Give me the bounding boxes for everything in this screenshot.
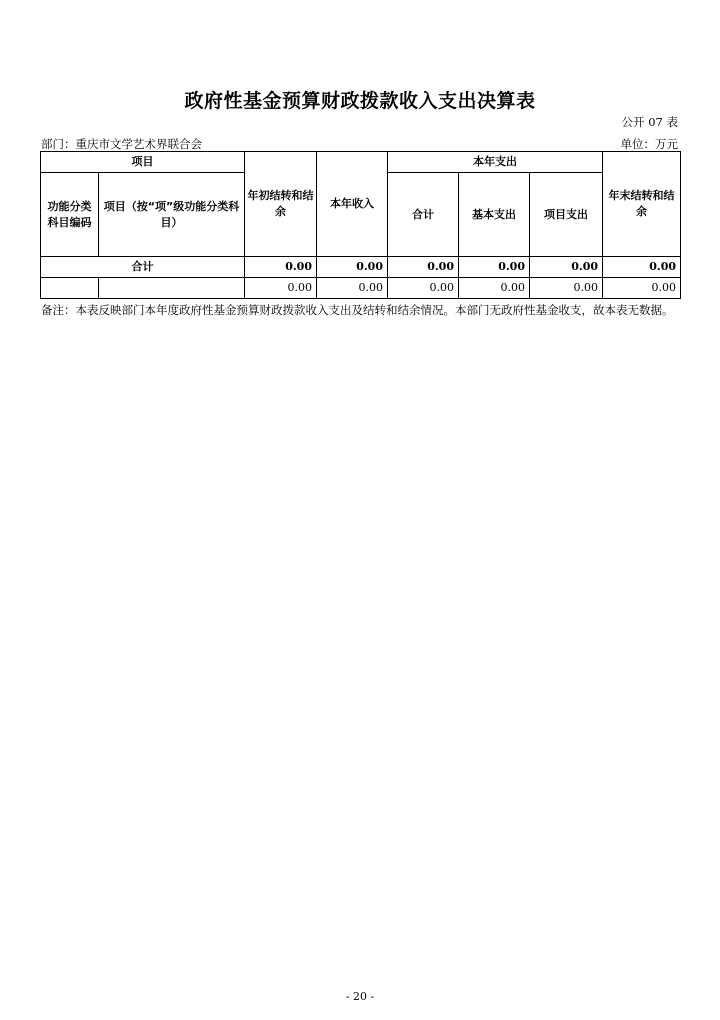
row-cell: 0.00 [459, 278, 530, 299]
total-cell: 0.00 [388, 257, 459, 278]
header-total: 合计 [388, 173, 459, 257]
row-cell: 0.00 [530, 278, 603, 299]
header-begin-balance: 年初结转和结余 [245, 152, 317, 257]
header-item: 项目 [41, 152, 245, 173]
total-cell: 0.00 [245, 257, 317, 278]
header-end-balance: 年末结转和结余 [603, 152, 681, 257]
row-cell: 0.00 [245, 278, 317, 299]
table-row [41, 278, 681, 299]
unit-label: 单位：万元 [620, 137, 678, 151]
row-code [41, 278, 99, 299]
row-cell: 0.00 [388, 278, 459, 299]
page-title: 政府性基金预算财政拨款收入支出决算表 [184, 90, 536, 112]
header-basic: 基本支出 [459, 173, 530, 257]
total-cell: 0.00 [603, 257, 681, 278]
row-cell: 0.00 [603, 278, 681, 299]
header-income: 本年收入 [317, 152, 388, 257]
total-cell: 0.00 [317, 257, 388, 278]
form-number: 公开 07 表 [621, 115, 678, 129]
department-label: 部门：重庆市文学艺术界联合会 [41, 137, 202, 151]
header-func-code: 功能分类科目编码 [41, 173, 99, 257]
row-cell: 0.00 [317, 278, 388, 299]
total-cell: 0.00 [530, 257, 603, 278]
page-number: - 20 - [345, 990, 375, 1003]
total-row [41, 257, 681, 278]
row-name [99, 278, 245, 299]
header-expense-group: 本年支出 [388, 152, 603, 173]
total-label: 合计 [41, 257, 245, 278]
header-item-name: 项目（按“项”级功能分类科目） [99, 173, 245, 257]
total-cell: 0.00 [459, 257, 530, 278]
fund-table [40, 151, 681, 299]
header-project: 项目支出 [530, 173, 603, 257]
footnote: 备注：本表反映部门本年度政府性基金预算财政拨款收入支出及结转和结余情况。本部门无政府性基金收支，故本表无数据。 [41, 303, 674, 317]
